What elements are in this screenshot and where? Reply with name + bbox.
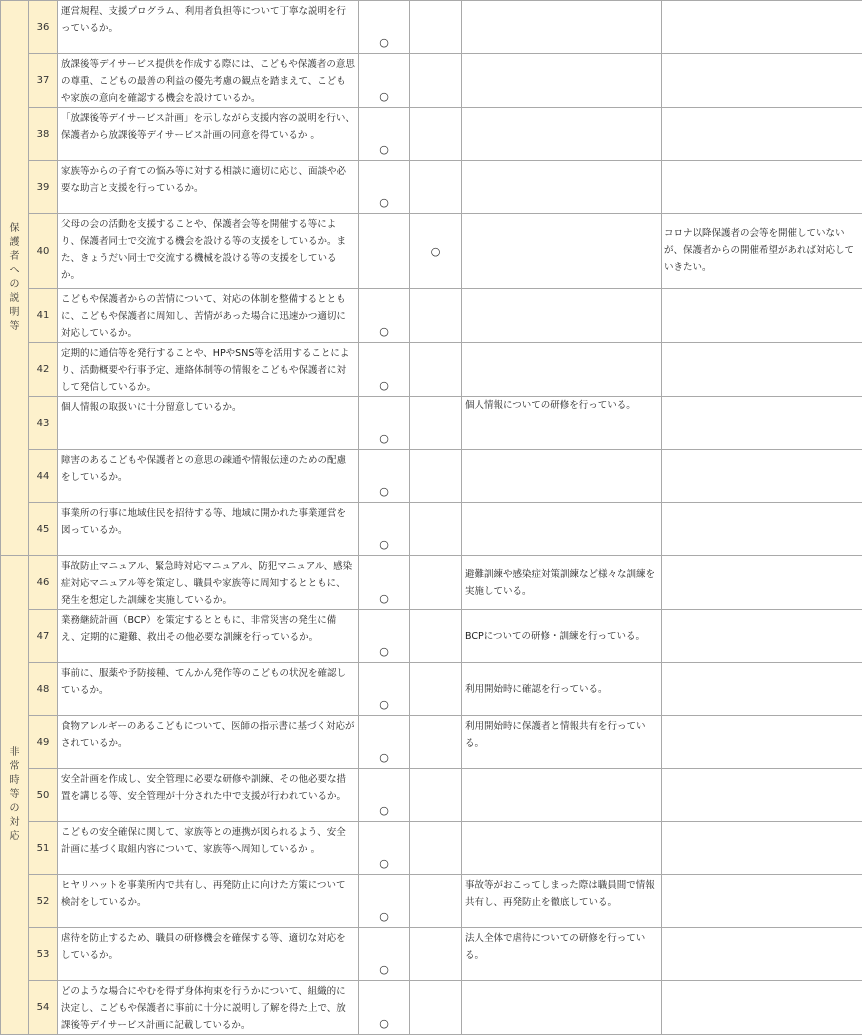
no-mark [410, 875, 462, 928]
remark-cell [662, 397, 862, 450]
yes-mark: ○ [359, 161, 410, 214]
no-mark [410, 556, 462, 610]
table-row [1, 289, 862, 343]
question-text: ヒヤリハットを事業所内で共有し、再発防止に向けた方策について検討をしているか。 [58, 875, 359, 928]
row-number: 52 [29, 875, 58, 928]
question-text: 父母の会の活動を支援することや、保護者会等を開催する等により、保護者同士で交流する機会を設ける等の支援をしているか。また、きょうだい同士で交流する機械を設ける等の支援をしているか。 [58, 214, 359, 289]
table-row [1, 875, 862, 928]
row-number: 36 [29, 1, 58, 54]
comment-cell [462, 981, 662, 1035]
comment-cell [462, 450, 662, 503]
remark-cell: コロナ以降保護者の会等を開催していないが、保護者からの開催希望があれば対応していきたい。 [662, 214, 862, 289]
remark-cell [662, 289, 862, 343]
comment-cell [462, 822, 662, 875]
table-row [1, 54, 862, 108]
category-label: 非常時等の対応 [9, 746, 21, 844]
yes-mark: ○ [359, 822, 410, 875]
table-row [1, 108, 862, 161]
yes-mark: ○ [359, 450, 410, 503]
comment-cell: 法人全体で虐待についての研修を行っている。 [462, 928, 662, 981]
yes-mark: ○ [359, 928, 410, 981]
no-mark: ○ [410, 214, 462, 289]
no-mark [410, 450, 462, 503]
remark-cell [662, 875, 862, 928]
table-row [1, 343, 862, 397]
comment-cell: 個人情報についての研修を行っている。 [462, 397, 662, 450]
remark-cell [662, 1, 862, 54]
comment-cell [462, 289, 662, 343]
row-number: 50 [29, 769, 58, 822]
question-text: 虐待を防止するため、職員の研修機会を確保する等、適切な対応をしているか。 [58, 928, 359, 981]
row-number: 38 [29, 108, 58, 161]
comment-cell [462, 1, 662, 54]
table-row [1, 397, 862, 450]
table-row [1, 716, 862, 769]
remark-cell [662, 610, 862, 663]
row-number: 43 [29, 397, 58, 450]
table-row [1, 663, 862, 716]
question-text: 安全計画を作成し、安全管理に必要な研修や訓練、その他必要な措置を講じる等、安全管理が十分された中で支援が行われているか。 [58, 769, 359, 822]
table-row [1, 769, 862, 822]
row-number: 45 [29, 503, 58, 556]
row-number: 37 [29, 54, 58, 108]
question-text: 家族等からの子育ての悩み等に対する相談に適切に応じ、面談や必要な助言と支援を行っているか。 [58, 161, 359, 214]
question-text: 運営規程、支援プログラム、利用者負担等について丁寧な説明を行っているか。 [58, 1, 359, 54]
row-number: 39 [29, 161, 58, 214]
remark-cell [662, 663, 862, 716]
yes-mark: ○ [359, 556, 410, 610]
table-row [1, 822, 862, 875]
question-text: 障害のあるこどもや保護者との意思の疎通や情報伝達のための配慮をしているか。 [58, 450, 359, 503]
yes-mark: ○ [359, 289, 410, 343]
comment-cell: 事故等がおこってしまった際は職員間で情報共有し、再発防止を徹底している。 [462, 875, 662, 928]
no-mark [410, 663, 462, 716]
no-mark [410, 928, 462, 981]
row-number: 46 [29, 556, 58, 610]
row-number: 41 [29, 289, 58, 343]
question-text: 個人情報の取扱いに十分留意しているか。 [58, 397, 359, 450]
table-row [1, 556, 862, 610]
yes-mark: ○ [359, 875, 410, 928]
remark-cell [662, 981, 862, 1035]
yes-mark: ○ [359, 663, 410, 716]
no-mark [410, 161, 462, 214]
no-mark [410, 981, 462, 1035]
row-number: 47 [29, 610, 58, 663]
category-label: 保護者への説明等 [9, 222, 21, 334]
comment-cell [462, 769, 662, 822]
question-text: どのような場合にやむを得ず身体拘束を行うかについて、組織的に決定し、こどもや保護者に事前に十分に説明し了解を得た上で、放課後等デイサービス計画に記載しているか。 [58, 981, 359, 1035]
no-mark [410, 1, 462, 54]
remark-cell [662, 716, 862, 769]
row-number: 44 [29, 450, 58, 503]
no-mark [410, 822, 462, 875]
question-text: 「放課後等デイサービス計画」を示しながら支援内容の説明を行い、保護者から放課後等デイサービス計画の同意を得ているか 。 [58, 108, 359, 161]
yes-mark: ○ [359, 343, 410, 397]
row-number: 54 [29, 981, 58, 1035]
comment-cell [462, 108, 662, 161]
question-text: 業務継続計画（BCP）を策定するとともに、非常災害の発生に備え、定期的に避難、救出その他必要な訓練を行っているか。 [58, 610, 359, 663]
yes-mark: ○ [359, 716, 410, 769]
question-text: 定期的に通信等を発行することや、HPやSNS等を活用することにより、活動概要や行事予定、連絡体制等の情報をこどもや保護者に対して発信しているか。 [58, 343, 359, 397]
yes-mark [359, 214, 410, 289]
no-mark [410, 108, 462, 161]
yes-mark: ○ [359, 610, 410, 663]
comment-cell: 避難訓練や感染症対策訓練など様々な訓練を実施している。 [462, 556, 662, 610]
table-row [1, 1, 862, 54]
category-emergency [1, 556, 29, 1035]
row-number: 53 [29, 928, 58, 981]
yes-mark: ○ [359, 769, 410, 822]
remark-cell [662, 450, 862, 503]
yes-mark: ○ [359, 981, 410, 1035]
row-number: 51 [29, 822, 58, 875]
no-mark [410, 397, 462, 450]
category-explanation [1, 1, 29, 556]
no-mark [410, 54, 462, 108]
comment-cell [462, 214, 662, 289]
remark-cell [662, 769, 862, 822]
question-text: 食物アレルギーのあるこどもについて、医師の指示書に基づく対応がされているか。 [58, 716, 359, 769]
remark-cell [662, 822, 862, 875]
row-number: 49 [29, 716, 58, 769]
table-row [1, 450, 862, 503]
comment-cell: BCPについての研修・訓練を行っている。 [462, 610, 662, 663]
yes-mark: ○ [359, 503, 410, 556]
question-text: こどもの安全確保に関して、家族等との連携が図られるよう、安全計画に基づく取組内容について、家族等へ周知しているか 。 [58, 822, 359, 875]
row-number: 42 [29, 343, 58, 397]
table-row [1, 610, 862, 663]
remark-cell [662, 343, 862, 397]
yes-mark: ○ [359, 1, 410, 54]
yes-mark: ○ [359, 54, 410, 108]
row-number: 48 [29, 663, 58, 716]
question-text: 放課後等デイサービス提供を作成する際には、こどもや保護者の意思の尊重、こどもの最善の利益の優先考慮の観点を踏まえて、こどもや家族の意向を確認する機会を設けているか。 [58, 54, 359, 108]
table-row [1, 928, 862, 981]
no-mark [410, 289, 462, 343]
table-row [1, 214, 862, 289]
table-row [1, 981, 862, 1035]
comment-cell [462, 54, 662, 108]
no-mark [410, 769, 462, 822]
comment-cell [462, 503, 662, 556]
table-row [1, 503, 862, 556]
remark-cell [662, 556, 862, 610]
comment-cell [462, 161, 662, 214]
no-mark [410, 503, 462, 556]
remark-cell [662, 54, 862, 108]
table-row [1, 161, 862, 214]
question-text: こどもや保護者からの苦情について、対応の体制を整備するとともに、こどもや保護者に周知し、苦情があった場合に迅速かつ適切に対応しているか。 [58, 289, 359, 343]
question-text: 事前に、服薬や予防接種、てんかん発作等のこどもの状況を確認しているか。 [58, 663, 359, 716]
comment-cell: 利用開始時に確認を行っている。 [462, 663, 662, 716]
no-mark [410, 343, 462, 397]
remark-cell [662, 928, 862, 981]
question-text: 事業所の行事に地域住民を招待する等、地域に開かれた事業運営を図っているか。 [58, 503, 359, 556]
no-mark [410, 716, 462, 769]
comment-cell: 利用開始時に保護者と情報共有を行っている。 [462, 716, 662, 769]
no-mark [410, 610, 462, 663]
remark-cell [662, 108, 862, 161]
question-text: 事故防止マニュアル、緊急時対応マニュアル、防犯マニュアル、感染症対応マニュアル等を策定し、職員や家族等に周知するとともに、発生を想定した訓練を実施しているか。 [58, 556, 359, 610]
remark-cell [662, 503, 862, 556]
yes-mark: ○ [359, 108, 410, 161]
yes-mark: ○ [359, 397, 410, 450]
row-number: 40 [29, 214, 58, 289]
comment-cell [462, 343, 662, 397]
remark-cell [662, 161, 862, 214]
